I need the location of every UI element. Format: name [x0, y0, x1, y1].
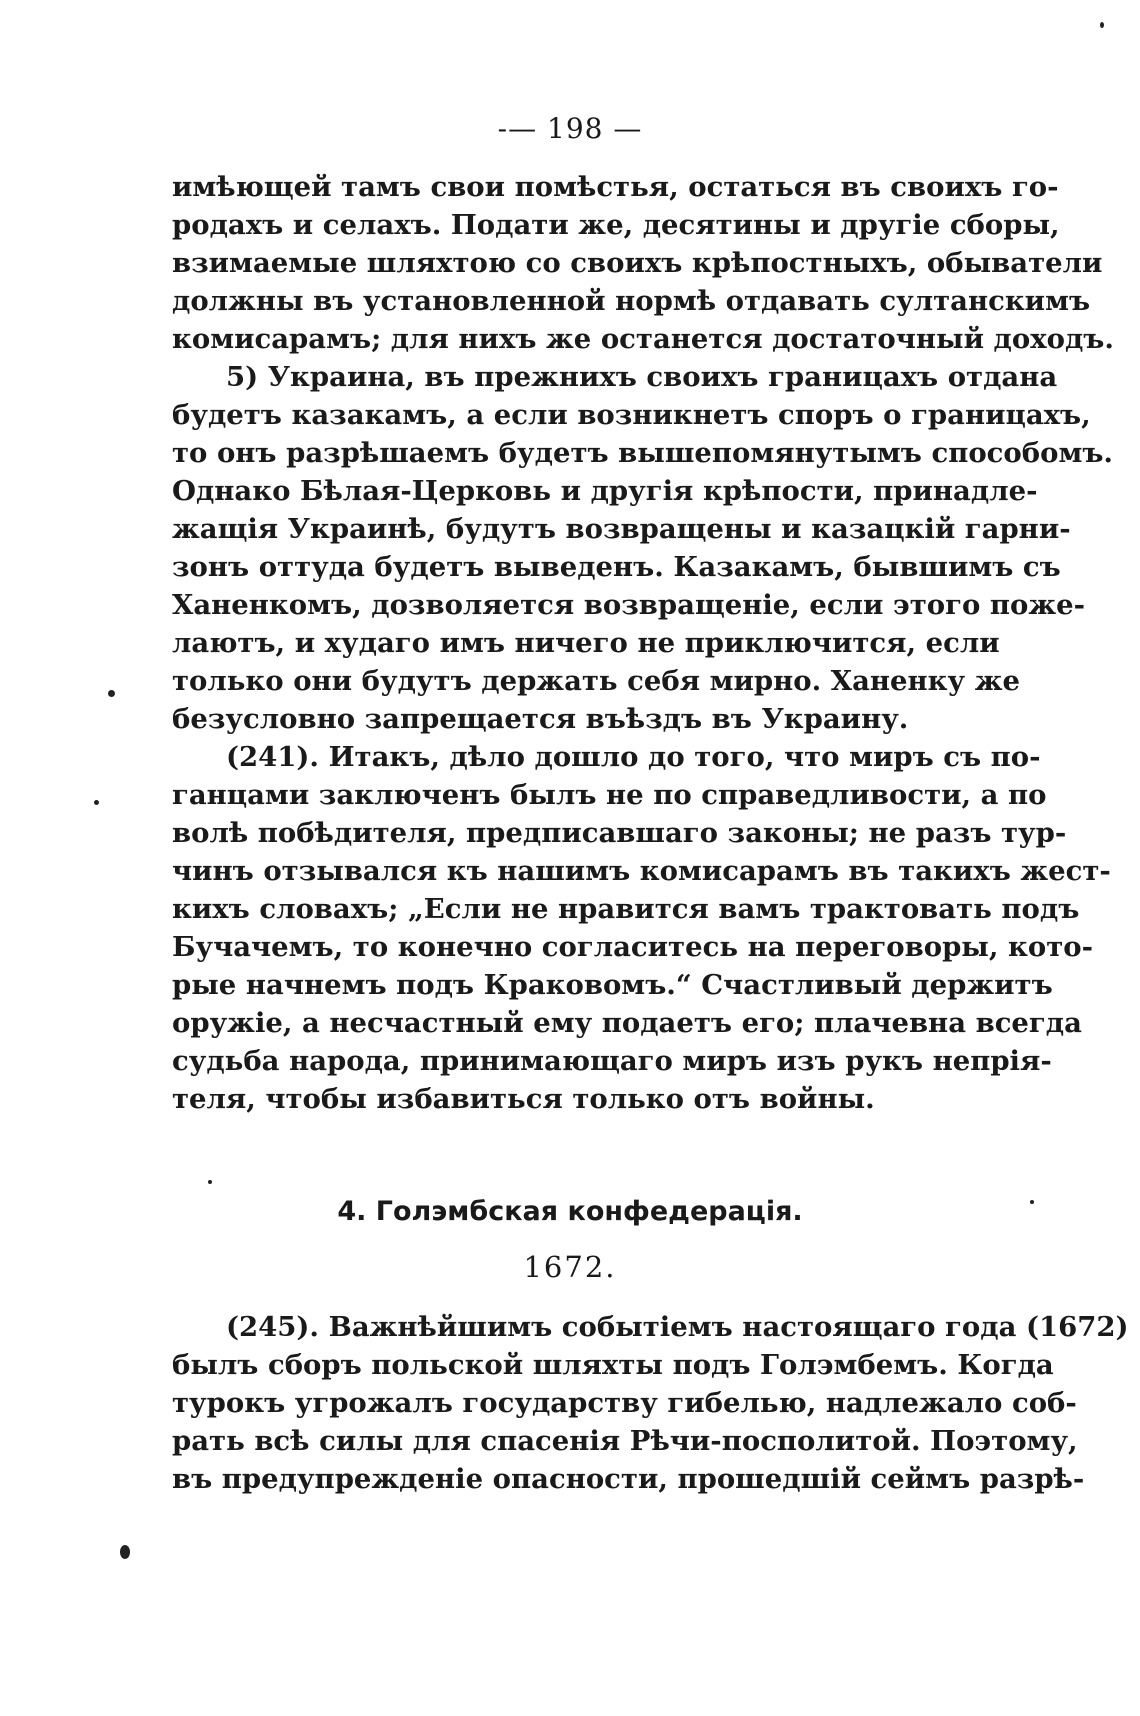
text-line: комисарамъ; для нихъ же останется достаточный доходъ. — [172, 323, 1114, 355]
text-line: зонъ оттуда будетъ выведенъ. Казакамъ, бывшимъ съ — [172, 551, 1061, 583]
text-line: чинъ отзывался къ нашимъ комисарамъ въ такихъ жест- — [172, 855, 1111, 887]
section-heading: 4. Голэмбская конфедерація. — [337, 1196, 803, 1227]
text-line: (245). Важнѣйшимъ событіемъ настоящаго года (1672) — [226, 1311, 1129, 1343]
text-line: должны въ установленной нормѣ отдавать султанскимъ — [172, 285, 1091, 317]
text-line: будетъ казакамъ, а если возникнетъ споръ о границахъ, — [172, 399, 1091, 431]
text-line: былъ сборъ польской шляхты подъ Голэмбемъ. Когда — [172, 1349, 1054, 1381]
text-line: рые начнемъ подъ Краковомъ.“ Счастливый держитъ — [172, 969, 1053, 1001]
text-line: родахъ и селахъ. Подати же, десятины и другіе сборы, — [172, 209, 1060, 241]
scan-speck — [1030, 1200, 1034, 1204]
text-line: (241). Итакъ, дѣло дошло до того, что миръ съ по- — [226, 741, 1041, 773]
scan-speck — [120, 1545, 130, 1559]
text-line: взимаемые шляхтою со своихъ крѣпостныхъ, обыватели — [172, 247, 1103, 279]
text-line: судьба народа, принимающаго миръ изъ рукъ непрія- — [172, 1045, 1052, 1077]
text-line: Бучачемъ, то конечно согласитесь на переговоры, кото- — [172, 931, 1094, 963]
scan-speck — [208, 1180, 212, 1184]
text-line: въ предупрежденіе опасности, прошедшій сеймъ разрѣ- — [172, 1463, 1085, 1495]
page-number: -— 198 — — [497, 112, 643, 145]
scan-speck — [108, 690, 115, 697]
scan-speck — [1100, 22, 1104, 28]
text-line: волѣ побѣдителя, предписавшаго законы; не разъ тур- — [172, 817, 1067, 849]
text-line: Однако Бѣлая-Церковь и другія крѣпости, принадле- — [172, 475, 1038, 507]
text-line: то онъ разрѣшаемъ будетъ вышепомянутымъ способомъ. — [172, 437, 1114, 469]
text-line: жащія Украинѣ, будутъ возвращены и казацкій гарни- — [172, 513, 1071, 545]
text-line: ганцами заключенъ былъ не по справедливости, а по — [172, 779, 1047, 811]
text-line: только они будутъ держать себя мирно. Ханенку же — [172, 665, 1020, 697]
text-line: 5) Украина, въ прежнихъ своихъ границахъ отдана — [226, 361, 1058, 393]
scan-speck — [94, 800, 99, 805]
text-line: рать всѣ силы для спасенія Рѣчи-посполитой. Поэтому, — [172, 1425, 1078, 1457]
text-line: теля, чтобы избавиться только отъ войны. — [172, 1083, 875, 1115]
text-line: Ханенкомъ, дозволяется возвращеніе, если этого поже- — [172, 589, 1086, 621]
text-line: турокъ угрожалъ государству гибелью, надлежало соб- — [172, 1387, 1077, 1419]
text-line: кихъ словахъ; „Если не нравится вамъ трактовать подъ — [172, 893, 1080, 925]
section-year: 1672. — [523, 1250, 617, 1284]
text-line: оружіе, а несчастный ему подаетъ его; плачевна всегда — [172, 1007, 1082, 1039]
text-line: лаютъ, и худаго имъ ничего не приключится, если — [172, 627, 1000, 659]
text-line: безусловно запрещается въѣздъ въ Украину. — [172, 703, 909, 735]
text-line: имѣющей тамъ свои помѣстья, остаться въ своихъ го- — [172, 171, 1059, 203]
